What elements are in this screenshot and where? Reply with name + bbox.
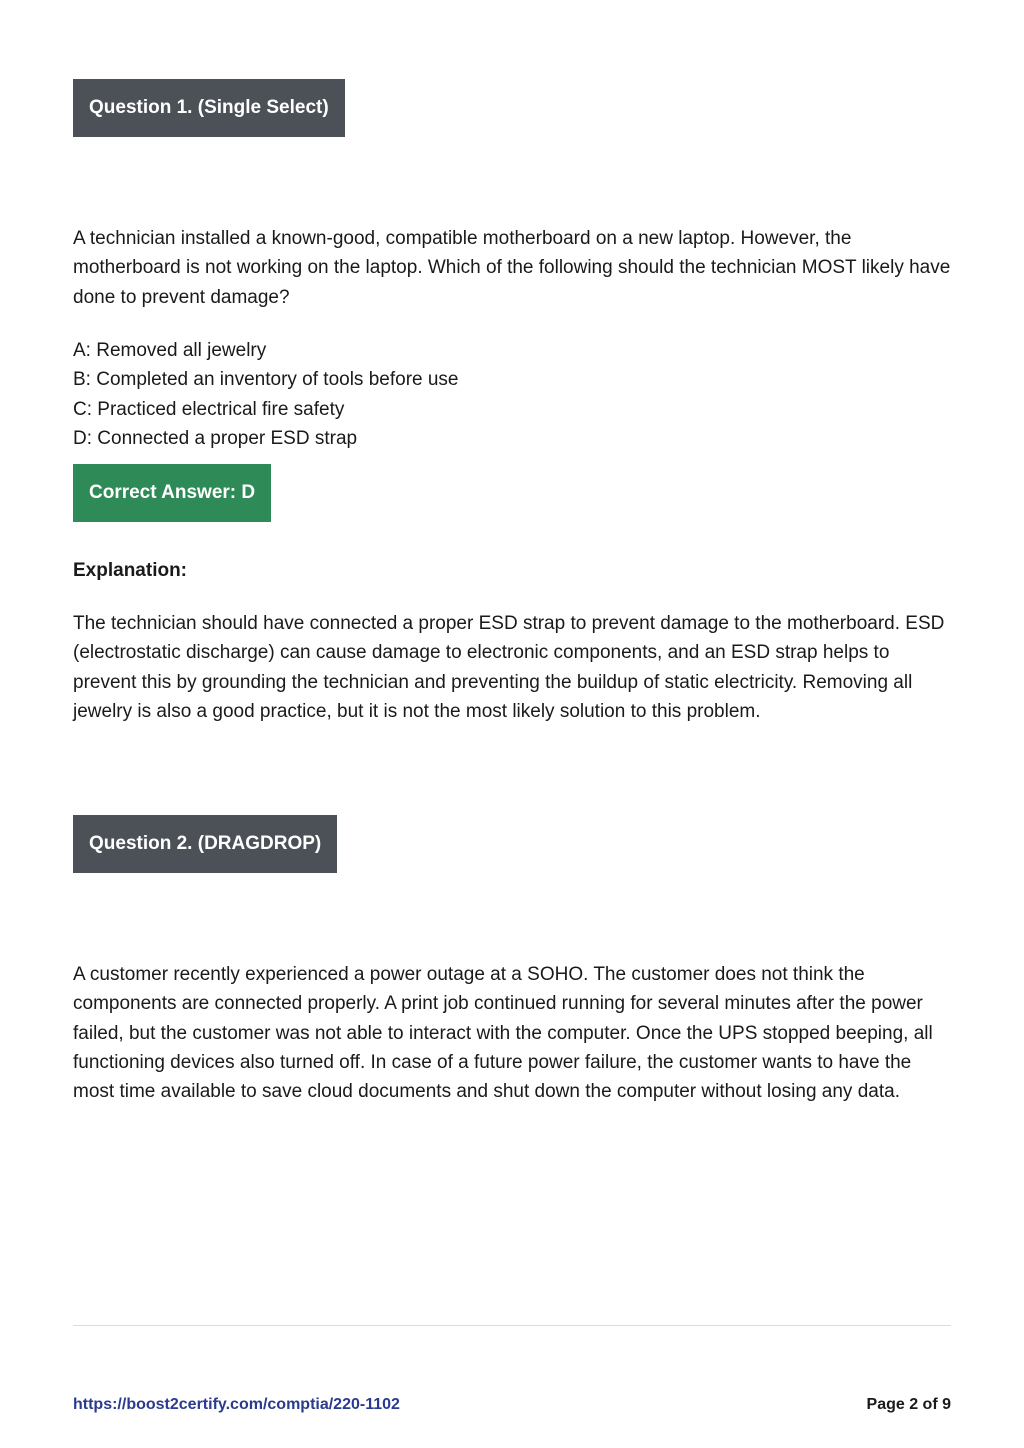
footer-divider	[73, 1325, 951, 1326]
question-1-text: A technician installed a known-good, compatible motherboard on a new laptop. However, the motherboard is not working on the laptop. Which of the following should the technician MOST likely have done to prevent damage?	[73, 228, 951, 308]
page-number: Page 2 of 9	[866, 1396, 951, 1413]
correct-answer-badge: Correct Answer: D	[73, 464, 271, 522]
question-2-header: Question 2. (DRAGDROP)	[73, 815, 337, 873]
question-2-text: A customer recently experienced a power outage at a SOHO. The customer does not think the components are connected properly. A print job continued running for several minutes after the power failed, but the customer was not able to interact with the computer. Once the UPS stopped beeping, all functioning devices also turned off. In case of a future power failure, the customer wants to have the most time available to save cloud documents and shut down the computer without losing any data.	[73, 964, 933, 1103]
explanation-text: The technician should have connected a proper ESD strap to prevent damage to the motherboard. ESD (electrostatic discharge) can cause damage to electronic components, and an ESD strap helps to prevent this by grounding the technician and preventing the buildup of static electricity. Removing all jewelry is also a good practice, but it is not the most likely solution to this problem.	[73, 613, 945, 722]
question-1-options	[73, 336, 953, 453]
footer-link[interactable]: https://boost2certify.com/comptia/220-1102	[73, 1396, 400, 1413]
option-c: C: Practiced electrical fire safety	[73, 398, 345, 420]
explanation-heading: Explanation:	[73, 560, 188, 581]
question-1-header: Question 1. (Single Select)	[73, 79, 345, 137]
option-a: A: Removed all jewelry	[73, 340, 267, 361]
option-b: B: Completed an inventory of tools before use	[73, 369, 459, 391]
option-d: D: Connected a proper ESD strap	[73, 427, 358, 449]
